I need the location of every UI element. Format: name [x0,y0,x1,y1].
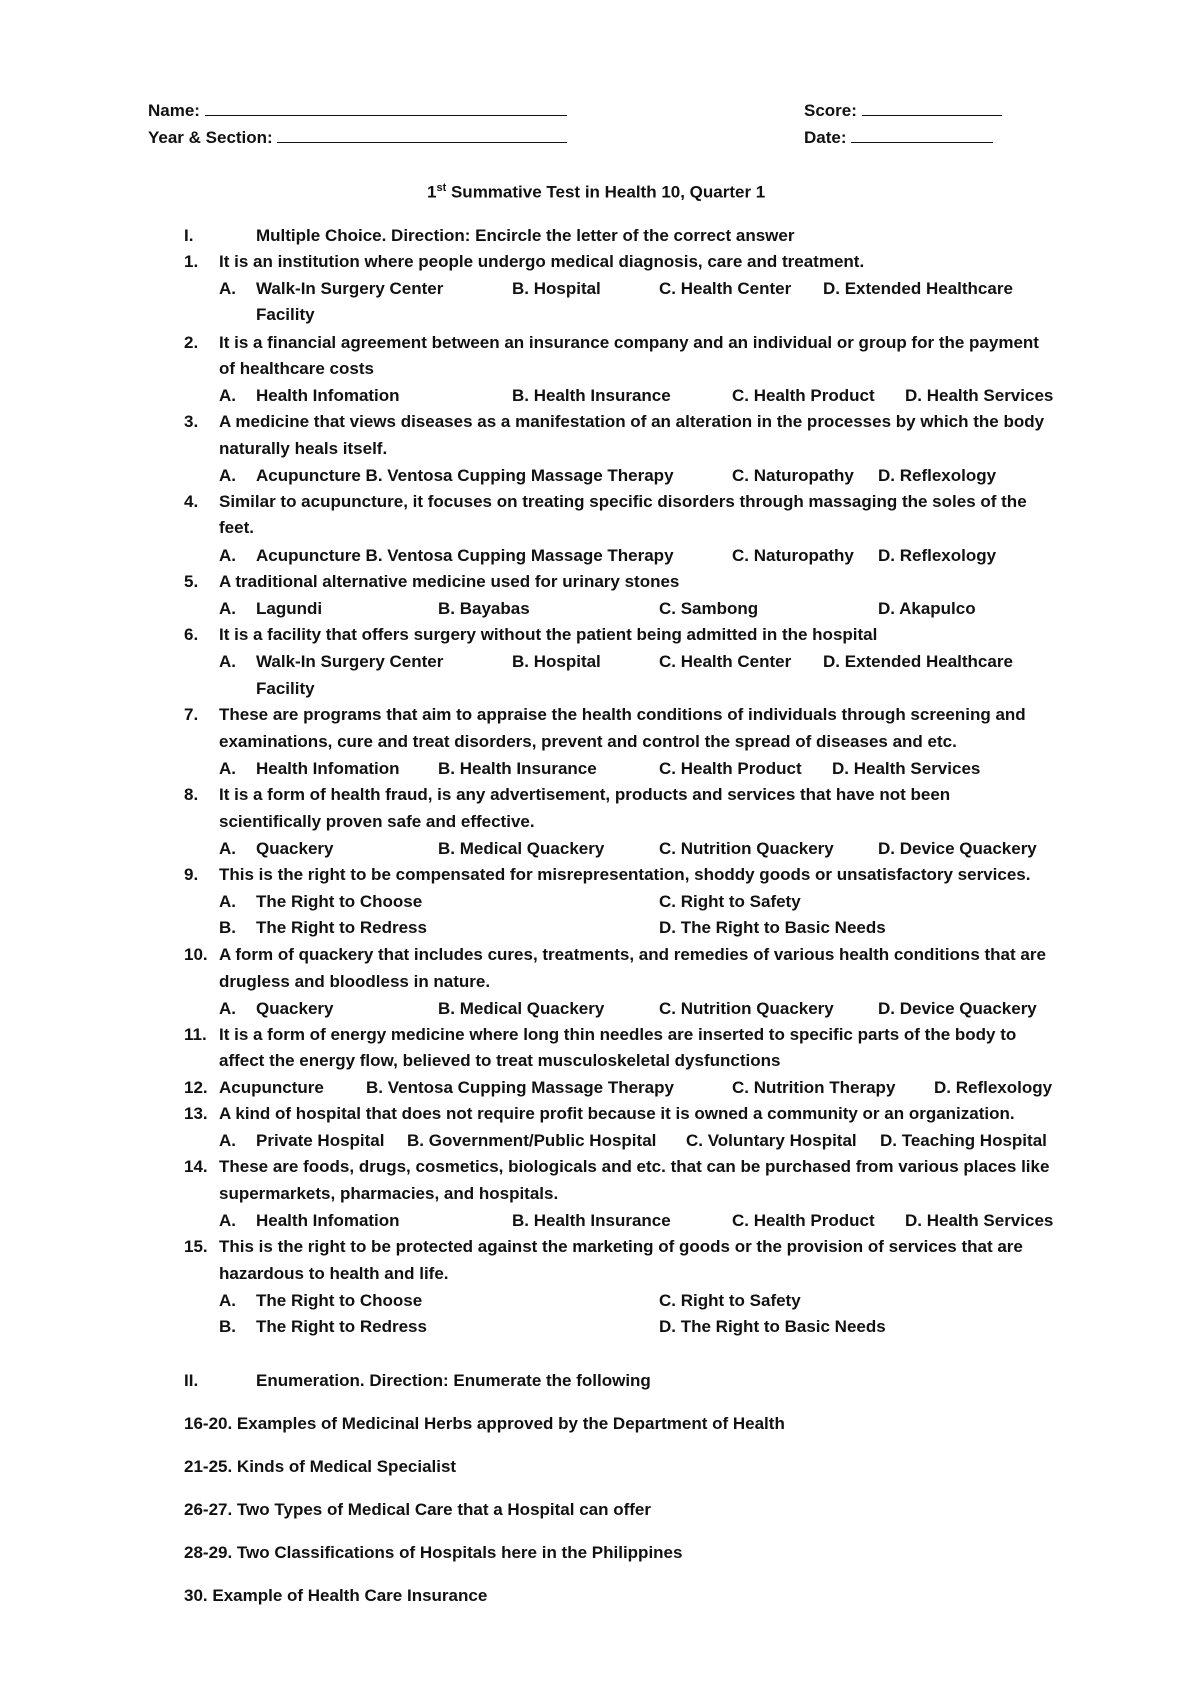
option[interactable]: Quackery [256,839,334,858]
title-ordinal: 1 [427,182,437,202]
title-ordinal-sup: st [436,182,447,194]
option[interactable]: Walk-In Surgery Center [256,652,444,671]
option[interactable]: The Right to Redress [256,918,427,937]
option[interactable]: D. Reflexology [878,466,997,485]
question-number: 10. [184,945,208,964]
option[interactable]: D. Health Services [832,759,981,778]
question-text: drugless and bloodless in nature. [219,972,491,991]
question-text: scientifically proven safe and effective. [219,812,535,831]
option-letter[interactable]: B. [219,918,236,937]
option[interactable]: D. Health Services [905,386,1054,405]
option[interactable]: B. Medical Quackery [438,999,605,1018]
year-section-blank[interactable] [277,127,567,143]
question-number: 12. [184,1078,208,1097]
question-text: feet. [219,518,254,537]
question-number: 9. [184,865,199,884]
question-text: A traditional alternative medicine used for urinary stones [219,572,680,591]
option-letter[interactable]: A. [219,1131,236,1150]
option[interactable]: Lagundi [256,599,323,618]
option[interactable]: Private Hospital [256,1131,385,1150]
question-text: affect the energy flow, believed to treat musculoskeletal dysfunctions [219,1051,781,1070]
option[interactable]: C. Health Center [659,652,792,671]
part1-heading: Multiple Choice. Direction: Encircle the letter of the correct answer [256,226,795,245]
option[interactable]: C. Voluntary Hospital [686,1131,857,1150]
question-number: 1. [184,252,199,271]
question-number: 13. [184,1104,208,1123]
option-letter[interactable]: A. [219,759,236,778]
option[interactable]: C. Nutrition Quackery [659,839,834,858]
option[interactable]: D. Reflexology [878,546,997,565]
option[interactable]: B. Hospital [512,279,601,298]
option[interactable]: D. Extended Healthcare [823,652,1013,671]
question-number: 6. [184,625,199,644]
question-number: 5. [184,572,199,591]
date-field [804,127,993,148]
question-text: It is a financial agreement between an insurance company and an individual or group for the payment [219,333,1039,352]
option[interactable]: B. Health Insurance [512,1211,671,1230]
option[interactable]: C. Right to Safety [659,1291,801,1310]
option-letter[interactable]: A. [219,279,236,298]
question-number: 4. [184,492,199,511]
option[interactable]: C. Right to Safety [659,892,801,911]
question-text: These are foods, drugs, cosmetics, biologicals and etc. that can be purchased from various places like [219,1157,1050,1176]
question-text: naturally heals itself. [219,439,388,458]
score-field [804,100,1002,121]
question-number: 8. [184,785,199,804]
option[interactable]: D. Extended Healthcare [823,279,1013,298]
option[interactable]: C. Health Product [732,1211,875,1230]
question-number: 15. [184,1237,208,1256]
option[interactable]: C. Naturopathy [732,466,854,485]
option-continuation: Facility [256,679,315,698]
option-letter[interactable]: A. [219,546,236,565]
option-letter[interactable]: A. [219,1211,236,1230]
part2-heading: Enumeration. Direction: Enumerate the following [256,1371,651,1390]
score-blank[interactable] [862,100,1002,116]
date-label: Date: [804,128,847,147]
option-letter[interactable]: A. [219,1291,236,1310]
enumeration-item: 28-29. Two Classifications of Hospitals here in the Philippines [184,1543,683,1562]
option[interactable]: B. Hospital [512,652,601,671]
question-text: This is the right to be protected against the marketing of goods or the provision of services that are [219,1237,1023,1256]
question-number: 3. [184,412,199,431]
option-letter[interactable]: A. [219,892,236,911]
test-title [427,182,765,203]
option-letter[interactable]: A. [219,652,236,671]
title-rest: Summative Test in Health 10, Quarter 1 [446,182,766,202]
option[interactable]: B. Medical Quackery [438,839,605,858]
option[interactable]: Acupuncture B. Ventosa Cupping Massage Therapy [256,546,674,565]
option[interactable]: D. Reflexology [934,1078,1053,1097]
question-text: A medicine that views diseases as a manifestation of an alteration in the processes by which the body [219,412,1045,431]
option[interactable]: C. Health Product [732,386,875,405]
option[interactable]: D. Health Services [905,1211,1054,1230]
option[interactable]: D. Teaching Hospital [880,1131,1047,1150]
option-letter[interactable]: A. [219,999,236,1018]
question-text: hazardous to health and life. [219,1264,449,1283]
option[interactable]: C. Nutrition Quackery [659,999,834,1018]
enumeration-item: 16-20. Examples of Medicinal Herbs approved by the Department of Health [184,1414,785,1433]
year-section-field [148,127,567,148]
name-blank[interactable] [205,100,567,116]
option[interactable]: Health Infomation [256,386,400,405]
date-blank[interactable] [851,127,993,143]
question-text: Similar to acupuncture, it focuses on treating specific disorders through massaging the soles of the [219,492,1027,511]
option-letter[interactable]: A. [219,386,236,405]
score-label: Score: [804,101,857,120]
option[interactable]: C. Health Center [659,279,792,298]
option[interactable]: B. Government/Public Hospital [407,1131,657,1150]
option[interactable]: D. Akapulco [878,599,976,618]
option[interactable]: Acupuncture [219,1078,324,1097]
option-letter[interactable]: A. [219,599,236,618]
question-text: This is the right to be compensated for misrepresentation, shoddy goods or unsatisfactory services. [219,865,1031,884]
question-text: These are programs that aim to appraise the health conditions of individuals through screening and [219,705,1026,724]
option-letter[interactable]: A. [219,466,236,485]
option[interactable]: B. Health Insurance [512,386,671,405]
question-text: of healthcare costs [219,359,374,378]
part2-numeral: II. [184,1371,199,1390]
question-number: 2. [184,333,199,352]
part1-numeral: I. [184,226,194,245]
year-section-label: Year & Section: [148,128,273,147]
option[interactable]: Acupuncture B. Ventosa Cupping Massage Therapy [256,466,674,485]
name-label: Name: [148,101,200,120]
question-text: A form of quackery that includes cures, treatments, and remedies of various health conditions that are [219,945,1046,964]
question-number: 11. [184,1025,207,1044]
question-text: examinations, cure and treat disorders, prevent and control the spread of diseases and etc. [219,732,957,751]
option[interactable]: B. Bayabas [438,599,530,618]
enumeration-item: 26-27. Two Types of Medical Care that a Hospital can offer [184,1500,651,1519]
option[interactable]: B. Health Insurance [438,759,597,778]
question-text: supermarkets, pharmacies, and hospitals. [219,1184,559,1203]
option[interactable]: B. Ventosa Cupping Massage Therapy [366,1078,674,1097]
name-field [148,100,567,121]
enumeration-item: 30. Example of Health Care Insurance [184,1586,488,1605]
option[interactable]: C. Sambong [659,599,759,618]
option-letter[interactable]: B. [219,1317,236,1336]
option[interactable]: The Right to Redress [256,1317,427,1336]
enumeration-item: 21-25. Kinds of Medical Specialist [184,1457,457,1476]
option[interactable]: Health Infomation [256,1211,400,1230]
question-number: 7. [184,705,199,724]
question-text: It is an institution where people undergo medical diagnosis, care and treatment. [219,252,865,271]
option-continuation: Facility [256,305,315,324]
question-text: It is a form of energy medicine where long thin needles are inserted to specific parts of the body to [219,1025,1017,1044]
option[interactable]: C. Naturopathy [732,546,854,565]
option[interactable]: Walk-In Surgery Center [256,279,444,298]
option[interactable]: D. Device Quackery [878,999,1037,1018]
option[interactable]: Health Infomation [256,759,400,778]
option[interactable]: D. Device Quackery [878,839,1037,858]
option[interactable]: Quackery [256,999,334,1018]
option[interactable]: D. The Right to Basic Needs [659,1317,886,1336]
option[interactable]: D. The Right to Basic Needs [659,918,886,937]
question-text: It is a form of health fraud, is any advertisement, products and services that have not been [219,785,951,804]
question-number: 14. [184,1157,208,1176]
option[interactable]: C. Health Product [659,759,802,778]
option[interactable]: The Right to Choose [256,892,423,911]
option[interactable]: C. Nutrition Therapy [732,1078,896,1097]
question-text: A kind of hospital that does not require profit because it is owned a community or an organization. [219,1104,1015,1123]
option-letter[interactable]: A. [219,839,236,858]
question-text: It is a facility that offers surgery without the patient being admitted in the hospital [219,625,878,644]
option[interactable]: The Right to Choose [256,1291,423,1310]
